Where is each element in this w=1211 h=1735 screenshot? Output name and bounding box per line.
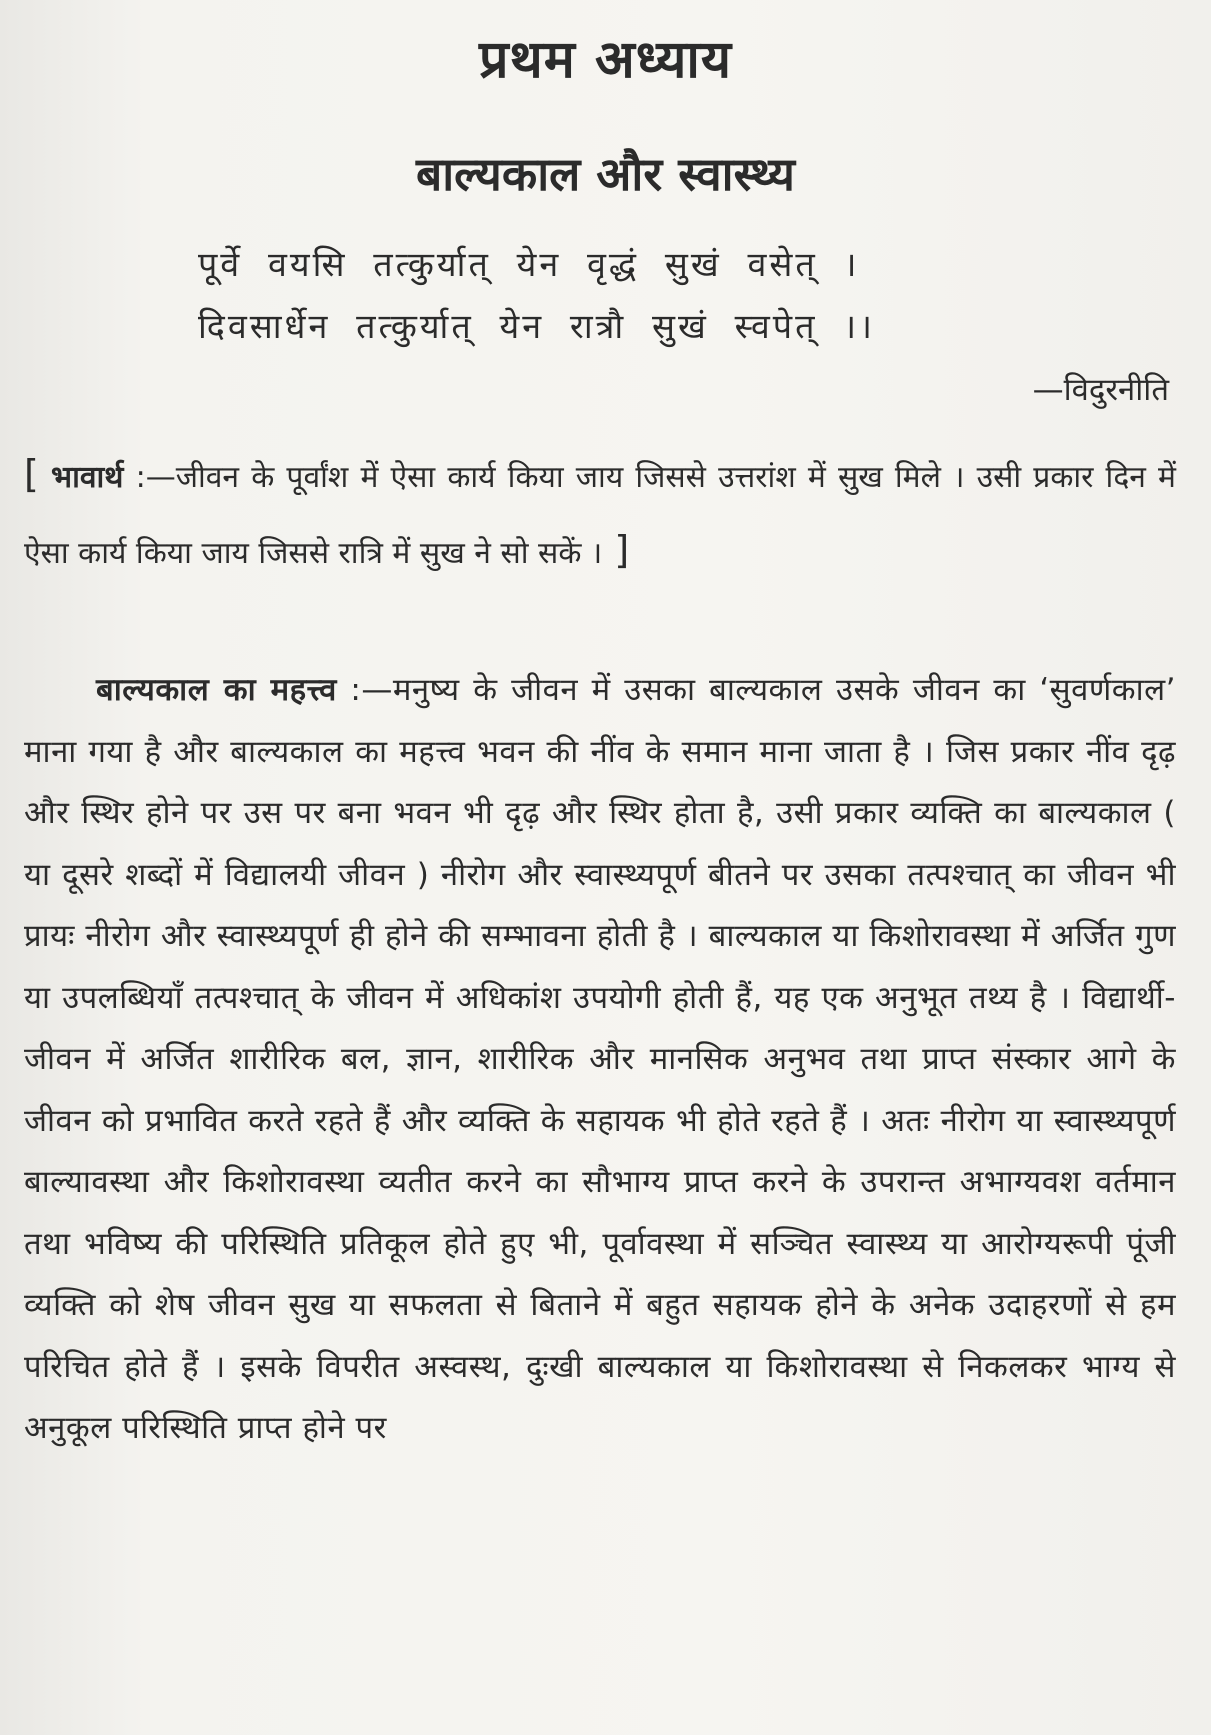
verse-line-2: दिवसार्धेन तत्कुर्यात् येन रात्रौ सुखं स्वपेत् ।। — [198, 307, 876, 347]
section-heading: बाल्यकाल का महत्त्व — [96, 672, 337, 708]
bhavarth-close-bracket: ] — [602, 528, 630, 572]
bhavarth-label: भावार्थ — [50, 460, 124, 495]
bhavarth-open-bracket: [ — [24, 452, 39, 496]
body-paragraph — [24, 660, 1176, 1460]
bhavarth-text: :—जीवन के पूर्वांश में ऐसा कार्य किया जाय जिससे उत्तरांश में सुख मिले । उसी प्रकार दिन में ऐसा कार्य किया जाय जिससे रात्रि में सुख ने सो सकें । — [24, 460, 1176, 571]
chapter-title: प्रथम अध्याय — [478, 30, 733, 90]
section-text: :—मनुष्य के जीवन में उसका बाल्यकाल उसके जीवन का ‘सुवर्णकाल’ माना गया है और बाल्यकाल का महत्त्व भवन की नींव के समान माना जाता है । जिस प्रकार नींव दृढ़ और स्थिर होने पर उस पर बना भवन भी दृढ़ और स्थिर होता है, उसी प्रकार व्यक्ति का बाल्यकाल ( या दूसरे शब्दों में विद्यालयी जीवन ) नीरोग और स्वास्थ्यपूर्ण बीतने पर उसका तत्पश्चात् का जीवन भी प्रायः नीरोग और स्वास्थ्यपूर्ण ही होने की सम्भावना होती है । बाल्यकाल या किशोरावस्था में अर्जित गुण या उपलब्धियाँ तत्पश्चात् के जीवन में अधिकांश उपयोगी होती हैं, यह एक अनुभूत तथ्य है । विद्यार्थी-जीवन में अर्जित शारीरिक बल, ज्ञान, शारीरिक और मानसिक अनुभव तथा प्राप्त संस्कार आगे के जीवन को प्रभावित करते रहते हैं और व्यक्ति के सहायक भी होते रहते हैं । अतः नीरोग या स्वास्थ्यपूर्ण बाल्यावस्था और किशोरावस्था व्यतीत करने का सौभाग्य प्राप्त करने के उपरान्त अभाग्यवश वर्तमान तथा भविष्य की परिस्थिति प्रतिकूल होते हुए भी, पूर्वावस्था में सञ्चित स्वास्थ्य या आरोग्यरूपी पूंजी व्यक्ति को शेष जीवन सुख या सफलता से बिताने में बहुत सहायक होने के अनेक उदाहरणों से हम परिचित होते हैं । इसके विपरीत अस्वस्थ, दुःखी बाल्यकाल या किशोरावस्था से निकलकर भाग्य से अनुकूल परिस्थिति प्राप्त होने पर — [24, 672, 1176, 1446]
verse-source: —विदुरनीति — [1032, 372, 1169, 408]
verse-line-1: पूर्वे वयसि तत्कुर्यात् येन वृद्धं सुखं वसेत् । — [198, 245, 860, 285]
bhavarth-paragraph — [24, 438, 1176, 590]
chapter-subtitle: बाल्यकाल और स्वास्थ्य — [415, 147, 795, 201]
